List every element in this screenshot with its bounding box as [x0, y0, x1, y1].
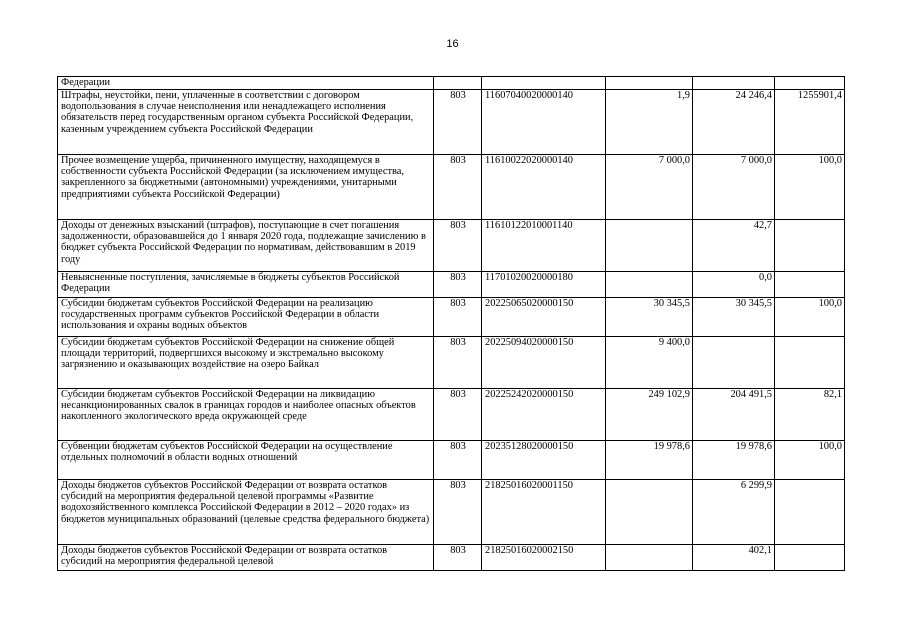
- plan-amount-cell: 9 400,0: [606, 337, 693, 389]
- execution-percent-cell: 100,0: [775, 298, 845, 337]
- page-number: 16: [446, 38, 459, 50]
- plan-amount-cell: [606, 480, 693, 545]
- admin-code-cell: 803: [434, 298, 482, 337]
- actual-amount-cell: 19 978,6: [693, 441, 775, 480]
- plan-amount-cell: 19 978,6: [606, 441, 693, 480]
- execution-percent-cell: [775, 480, 845, 545]
- revenue-name-cell: Доходы бюджетов субъектов Российской Федерации от возврата остатков субсидий на мероприятия федеральной целевой: [58, 545, 434, 571]
- table-row: [58, 77, 845, 90]
- revenue-table: [57, 76, 845, 571]
- budget-class-code-cell: 20225094020000150: [482, 337, 606, 389]
- budget-class-code-cell: 11607040020000140: [482, 90, 606, 155]
- revenue-name-cell: Субсидии бюджетам субъектов Российской Федерации на снижение общей площади территорий, подвергшихся высокому и экстремально высокому загрязнению и оказывающих воздействие на озеро Байкал: [58, 337, 434, 389]
- table-body: [58, 77, 845, 571]
- admin-code-cell: 803: [434, 480, 482, 545]
- table-row: [58, 480, 845, 545]
- revenue-name-cell: Прочее возмещение ущерба, причиненного имуществу, находящемуся в собственности субъекта Российской Федерации (за исключением имущества, закрепленного за бюджетными (автономными) учреждениями, унитарными предприятиями субъекта Российской Федерации): [58, 155, 434, 220]
- table-row: [58, 220, 845, 272]
- table-row: [58, 298, 845, 337]
- actual-amount-cell: [693, 77, 775, 90]
- admin-code-cell: 803: [434, 441, 482, 480]
- table-row: [58, 90, 845, 155]
- admin-code-cell: 803: [434, 337, 482, 389]
- execution-percent-cell: [775, 220, 845, 272]
- revenue-name-cell: Штрафы, неустойки, пени, уплаченные в соответствии с договором водопользования в случае неисполнения или ненадлежащего исполнения обязательств перед государственным органом субъекта Российской Федерации, казенным учреждением субъекта Российской Федерации: [58, 90, 434, 155]
- revenue-name-cell: Субвенции бюджетам субъектов Российской Федерации на осуществление отдельных полномочий в области водных отношений: [58, 441, 434, 480]
- table-row: [58, 545, 845, 571]
- plan-amount-cell: 7 000,0: [606, 155, 693, 220]
- budget-class-code-cell: 20235128020000150: [482, 441, 606, 480]
- execution-percent-cell: [775, 545, 845, 571]
- actual-amount-cell: 6 299,9: [693, 480, 775, 545]
- admin-code-cell: [434, 77, 482, 90]
- actual-amount-cell: 7 000,0: [693, 155, 775, 220]
- budget-class-code-cell: 21825016020002150: [482, 545, 606, 571]
- revenue-name-cell: Субсидии бюджетам субъектов Российской Федерации на ликвидацию несанкционированных свалок в границах городов и наиболее опасных объектов накопленного экологического вреда окружающей среде: [58, 389, 434, 441]
- budget-class-code-cell: 11610022020000140: [482, 155, 606, 220]
- plan-amount-cell: 249 102,9: [606, 389, 693, 441]
- revenue-name-cell: Невыясненные поступления, зачисляемые в бюджеты субъектов Российской Федерации: [58, 272, 434, 298]
- plan-amount-cell: [606, 220, 693, 272]
- table-row: [58, 272, 845, 298]
- admin-code-cell: 803: [434, 272, 482, 298]
- plan-amount-cell: 1,9: [606, 90, 693, 155]
- admin-code-cell: 803: [434, 220, 482, 272]
- execution-percent-cell: 100,0: [775, 441, 845, 480]
- plan-amount-cell: 30 345,5: [606, 298, 693, 337]
- budget-class-code-cell: 11701020020000180: [482, 272, 606, 298]
- execution-percent-cell: [775, 77, 845, 90]
- plan-amount-cell: [606, 77, 693, 90]
- budget-class-code-cell: 11610122010001140: [482, 220, 606, 272]
- actual-amount-cell: 0,0: [693, 272, 775, 298]
- budget-class-code-cell: 20225242020000150: [482, 389, 606, 441]
- revenue-name-cell: Доходы от денежных взысканий (штрафов), поступающие в счет погашения задолженности, образовавшейся до 1 января 2020 года, подлежащие зачислению в бюджет субъекта Российской Федерации по нормативам, действовавшим в 2019 году: [58, 220, 434, 272]
- actual-amount-cell: 204 491,5: [693, 389, 775, 441]
- execution-percent-cell: 82,1: [775, 389, 845, 441]
- actual-amount-cell: 42,7: [693, 220, 775, 272]
- execution-percent-cell: [775, 272, 845, 298]
- plan-amount-cell: [606, 272, 693, 298]
- budget-class-code-cell: 20225065020000150: [482, 298, 606, 337]
- revenue-name-cell: Доходы бюджетов субъектов Российской Федерации от возврата остатков субсидий на мероприятия федеральной целевой программы «Развитие водохозяйственного комплекса Российской Федерации в 2012 – 2020 годах» из бюджетов муниципальных образований (целевые средства федерального бюджета): [58, 480, 434, 545]
- admin-code-cell: 803: [434, 389, 482, 441]
- revenue-name-cell: Федерации: [58, 77, 434, 90]
- budget-class-code-cell: 21825016020001150: [482, 480, 606, 545]
- admin-code-cell: 803: [434, 545, 482, 571]
- budget-class-code-cell: [482, 77, 606, 90]
- table-row: [58, 389, 845, 441]
- execution-percent-cell: 1255901,4: [775, 90, 845, 155]
- table-row: [58, 155, 845, 220]
- table-row: [58, 441, 845, 480]
- admin-code-cell: 803: [434, 155, 482, 220]
- actual-amount-cell: 402,1: [693, 545, 775, 571]
- execution-percent-cell: [775, 337, 845, 389]
- actual-amount-cell: [693, 337, 775, 389]
- revenue-name-cell: Субсидии бюджетам субъектов Российской Федерации на реализацию государственных программ субъектов Российской Федерации в области использования и охраны водных объектов: [58, 298, 434, 337]
- admin-code-cell: 803: [434, 90, 482, 155]
- table-row: [58, 337, 845, 389]
- plan-amount-cell: [606, 545, 693, 571]
- actual-amount-cell: 24 246,4: [693, 90, 775, 155]
- actual-amount-cell: 30 345,5: [693, 298, 775, 337]
- execution-percent-cell: 100,0: [775, 155, 845, 220]
